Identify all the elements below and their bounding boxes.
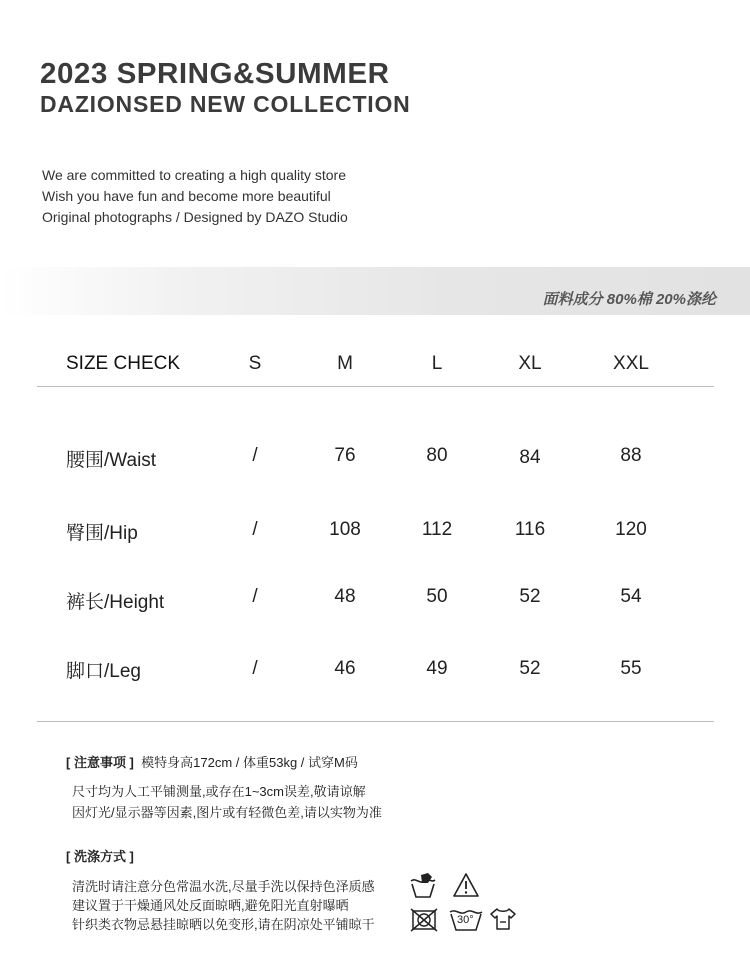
notice-title: [ 注意事项 ] <box>66 755 134 770</box>
hand-wash-icon <box>408 871 438 899</box>
table-cell: 108 <box>329 519 361 540</box>
table-cell: / <box>252 586 258 607</box>
table-cell: 116 <box>514 519 546 540</box>
notice-line <box>66 752 358 771</box>
table-bottom-rule <box>37 721 714 722</box>
table-cell: 88 <box>620 445 642 466</box>
warning-icon <box>452 872 480 898</box>
table-cell: 49 <box>426 658 448 679</box>
table-cell: 55 <box>620 658 642 679</box>
size-header-xl: XL <box>518 353 542 374</box>
size-header-l: L <box>431 353 443 374</box>
wash-text-1: 清洗时请注意分色常温水洗,尽量手洗以保持色泽质感 <box>72 879 375 894</box>
notice-text-2: 因灯光/显示器等因素,图片或有轻微色差,请以实物为准 <box>72 805 382 820</box>
wash-title: [ 洗涤方式 ] <box>66 849 134 864</box>
table-cell: 52 <box>519 586 541 607</box>
table-cell: 50 <box>426 586 448 607</box>
collection-title: 2023 SPRING&SUMMER <box>40 58 390 90</box>
tagline-3: Original photographs / Designed by DAZO Studio <box>42 209 348 225</box>
wash-text-2: 建议置于干燥通风处反面晾晒,避免阳光直射曝晒 <box>72 898 349 913</box>
tagline-2: Wish you have fun and become more beautiful <box>42 188 331 204</box>
size-header-xxl: XXL <box>613 353 649 374</box>
no-tumble-dry-icon <box>410 908 438 932</box>
wash-temp: 30° <box>457 914 474 926</box>
row-label-leg: 脚口/Leg <box>66 661 141 682</box>
notice-text-1: 尺寸均为人工平铺测量,或存在1~3cm误差,敬请谅解 <box>72 784 366 799</box>
row-label-height: 裤长/Height <box>66 592 165 613</box>
table-cell: 80 <box>426 445 448 466</box>
wash-text-3: 针织类衣物忌悬挂晾晒以免变形,请在阴凉处平铺晾干 <box>72 917 375 932</box>
table-cell: / <box>252 445 258 466</box>
table-top-rule <box>37 386 714 387</box>
size-header-m: M <box>337 353 353 374</box>
model-info: 模特身高172cm / 体重53kg / 试穿M码 <box>141 755 358 770</box>
table-cell: 120 <box>615 519 647 540</box>
table-cell: 48 <box>334 586 356 607</box>
table-cell: 84 <box>519 447 541 468</box>
collection-subtitle: DAZIONSED NEW COLLECTION <box>40 91 411 117</box>
size-header-s: S <box>248 353 262 374</box>
table-cell: / <box>252 519 258 540</box>
wash-30-icon <box>448 906 484 932</box>
table-cell: 112 <box>421 519 453 540</box>
table-cell: 46 <box>334 658 356 679</box>
row-label-waist: 腰围/Waist <box>66 450 157 471</box>
table-cell: 52 <box>519 658 541 679</box>
dry-flat-shirt-icon <box>488 906 518 932</box>
table-cell: 54 <box>620 586 642 607</box>
table-cell: / <box>252 658 258 679</box>
tagline-1: We are committed to creating a high quality store <box>42 167 347 183</box>
fabric-composition: 面料成分 80%棉 20%涤纶 <box>542 291 716 308</box>
size-check-label: SIZE CHECK <box>66 353 181 374</box>
row-label-hip: 臀围/Hip <box>66 523 138 544</box>
table-cell: 76 <box>334 445 356 466</box>
